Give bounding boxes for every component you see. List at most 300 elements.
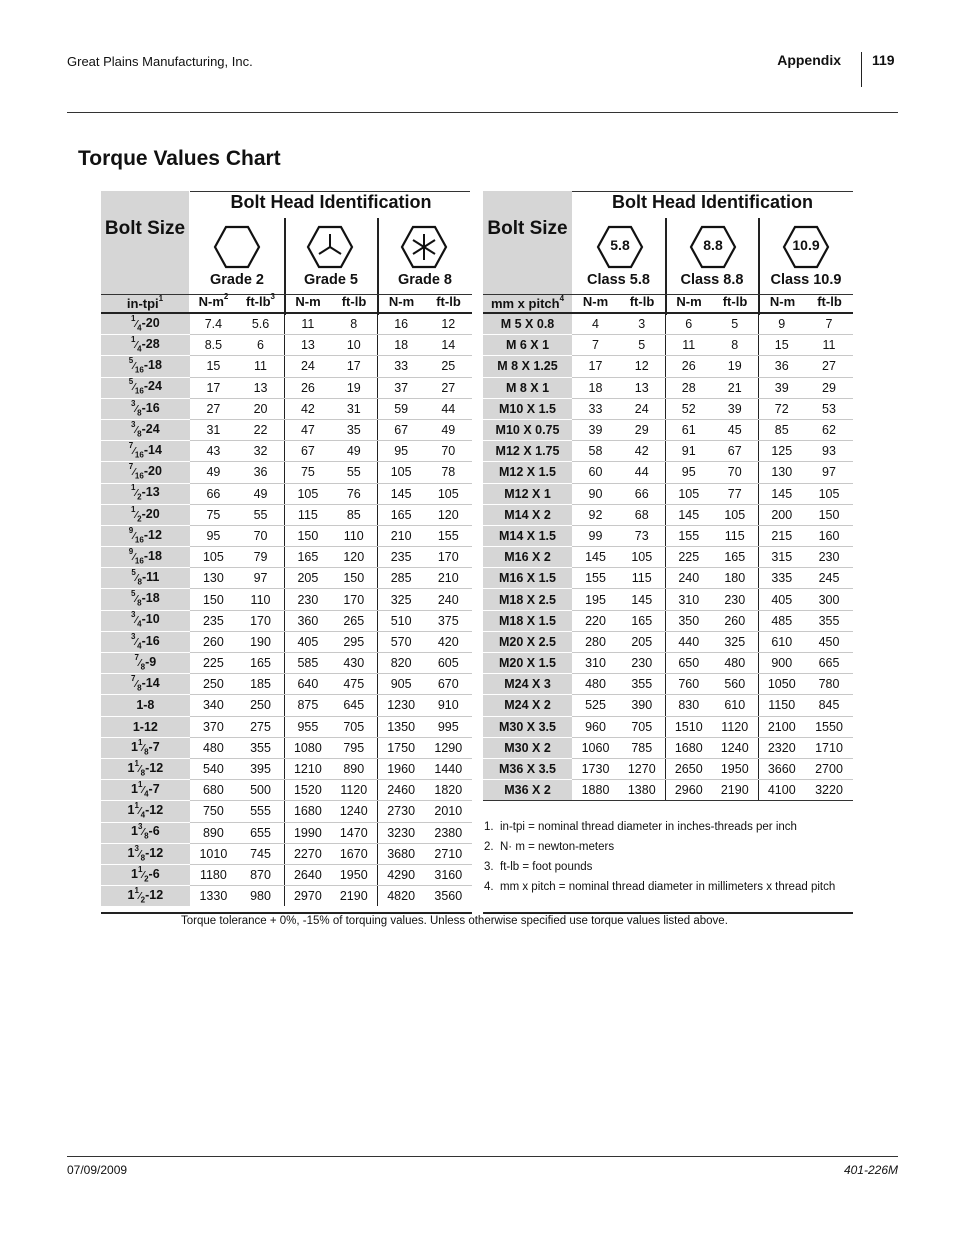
torque-value-cell: 525	[572, 695, 619, 716]
torque-value-cell: 33	[377, 356, 424, 377]
col-header-c58-ftlb: ft-lb	[629, 294, 655, 309]
torque-value-cell: 360	[284, 610, 330, 631]
table-row	[101, 737, 472, 758]
bolt-frac-num: 7	[128, 440, 134, 450]
table-row	[483, 483, 853, 504]
torque-value-cell: 4	[572, 314, 619, 335]
torque-value-cell: 105	[377, 462, 424, 483]
torque-value-cell: 1710	[805, 737, 853, 758]
torque-value-cell: 570	[377, 631, 424, 652]
bolt-size-cell: $^9⁄_{16}-12$	[101, 525, 190, 546]
torque-value-cell: 225	[665, 547, 712, 568]
bolt-size-cell: M20 X 2.5	[483, 631, 572, 652]
bolt-frac-den: 8	[140, 768, 146, 778]
torque-tolerance-note: Torque tolerance + 0%, -15% of torquing values. Unless otherwise specified use torque values listed above.	[181, 915, 728, 927]
torque-value-cell: 785	[619, 737, 665, 758]
torque-value-cell: 230	[284, 589, 330, 610]
torque-value-cell: 1950	[331, 864, 377, 885]
torque-value-cell: 1520	[284, 780, 330, 801]
torque-value-cell: 1470	[331, 822, 377, 843]
bolt-size-cell: M18 X 1.5	[483, 610, 572, 631]
torque-value-cell: 15	[190, 356, 237, 377]
torque-value-cell: 180	[712, 568, 758, 589]
bolt-thread: -20	[141, 506, 160, 521]
col-header-grade8-nm: N-m	[388, 294, 415, 309]
bolt-size-cell: $^9⁄_{16}-18$	[101, 547, 190, 568]
torque-value-cell: 390	[619, 695, 665, 716]
class-10-9-label: Class 10.9	[770, 272, 842, 288]
bolt-frac-den: 16	[134, 365, 144, 375]
torque-value-cell: 3160	[425, 864, 472, 885]
torque-value-cell: 1440	[425, 758, 472, 779]
table-row	[101, 335, 472, 356]
torque-value-cell: 14	[425, 335, 472, 356]
torque-value-cell: 480	[190, 737, 237, 758]
bolt-frac-num: 9	[128, 525, 134, 535]
torque-value-cell: 185	[237, 674, 284, 695]
torque-value-cell: 845	[805, 695, 853, 716]
torque-value-cell: 37	[377, 377, 424, 398]
torque-value-cell: 10	[331, 335, 377, 356]
footer-doc-number: 401-226M	[843, 1163, 898, 1177]
torque-value-cell: 22	[237, 419, 284, 440]
col-header-c58-nm: N-m	[582, 294, 609, 309]
bolt-size-cell: M12 X 1	[483, 483, 572, 504]
table-row	[101, 462, 472, 483]
torque-value-cell: 2970	[284, 886, 330, 907]
bolt-frac-num: 3	[131, 398, 136, 408]
bolt-thread: -12	[145, 760, 164, 775]
torque-value-cell: 8	[712, 335, 758, 356]
torque-value-cell: 195	[572, 589, 619, 610]
bolt-frac-num: 1	[137, 864, 143, 874]
torque-value-cell: 7.4	[190, 314, 237, 335]
torque-value-cell: 105	[425, 483, 472, 504]
bolt-thread: -18	[143, 548, 162, 563]
torque-value-cell: 370	[190, 716, 237, 737]
grade-5-hex-icon	[306, 224, 354, 270]
bolt-size-cell: $^7⁄_{16}-20$	[101, 462, 190, 483]
torque-value-cell: 640	[284, 674, 330, 695]
bolt-frac-den: 16	[134, 535, 144, 545]
footnote: 2. N· m = newton-meters	[484, 841, 615, 853]
torque-value-cell: 49	[237, 483, 284, 504]
bolt-size-cell: $^7⁄_8-14$	[101, 674, 190, 695]
bolt-thread: -16	[141, 400, 160, 415]
torque-value-cell: 4100	[758, 780, 805, 801]
bolt-frac-den: 2	[137, 514, 142, 524]
torque-value-cell: 355	[805, 610, 853, 631]
bolt-frac-num: 1	[134, 885, 139, 895]
torque-value-cell: 13	[619, 377, 665, 398]
table-row	[101, 483, 472, 504]
torque-value-cell: 610	[758, 631, 805, 652]
torque-value-cell: 20	[237, 398, 284, 419]
bolt-size-cell: $^1⁄_4-28$	[101, 335, 190, 356]
torque-value-cell: 900	[758, 653, 805, 674]
left-bolt-size-cell	[101, 191, 189, 294]
bolt-frac-den: 8	[140, 853, 146, 863]
torque-value-cell: 610	[712, 695, 758, 716]
torque-value-cell: 8	[331, 314, 377, 335]
torque-value-cell: 795	[331, 737, 377, 758]
table-row	[483, 504, 853, 525]
torque-value-cell: 340	[190, 695, 237, 716]
col-header-grade2-nm: $N-m^2$	[198, 292, 229, 309]
torque-value-cell: 300	[805, 589, 853, 610]
torque-value-cell: 17	[190, 377, 237, 398]
torque-value-cell: 105	[284, 483, 330, 504]
torque-value-cell: 36	[237, 462, 284, 483]
torque-value-cell: 49	[331, 441, 377, 462]
torque-value-cell: 76	[331, 483, 377, 504]
torque-value-cell: 6	[665, 314, 712, 335]
torque-value-cell: 17	[331, 356, 377, 377]
torque-value-cell: 2960	[665, 780, 712, 801]
torque-value-cell: 93	[805, 441, 853, 462]
footnote: 1. in-tpi = nominal thread diameter in inches-threads per inch	[484, 821, 797, 833]
torque-value-cell: 2190	[720, 783, 749, 798]
bolt-whole: 1	[131, 781, 138, 796]
torque-value-cell: 3220	[815, 783, 843, 798]
torque-value-cell: 8.5	[190, 335, 237, 356]
torque-value-cell: 130	[190, 568, 237, 589]
torque-value-cell: 3680	[377, 843, 424, 864]
grade-8-label: Grade 8	[398, 272, 452, 288]
bolt-whole: 1-8	[136, 698, 155, 713]
torque-value-cell: 165	[619, 610, 665, 631]
torque-value-cell: 705	[619, 716, 665, 737]
bolt-size-cell: $^7⁄_8-9$	[101, 653, 190, 674]
torque-value-cell: 145	[665, 504, 712, 525]
bolt-frac-num: 5	[128, 356, 134, 366]
table-row	[483, 441, 853, 462]
torque-value-cell: 150	[190, 589, 237, 610]
bolt-frac-den: 8	[144, 747, 149, 757]
torque-value-cell: 440	[665, 631, 712, 652]
footnote: 3. ft-lb = foot pounds	[484, 861, 593, 873]
torque-value-cell: 60	[572, 462, 619, 483]
class-10-9-mark: 10.9	[792, 237, 820, 253]
torque-value-cell: 500	[237, 780, 284, 801]
bolt-thread: -24	[141, 421, 160, 436]
table-row	[101, 504, 472, 525]
bolt-frac-den: 2	[140, 895, 146, 905]
bolt-frac-num: 1	[134, 758, 139, 768]
torque-value-cell: 99	[572, 525, 619, 546]
torque-value-cell: 2460	[377, 780, 424, 801]
bolt-whole: 1	[131, 866, 138, 881]
bolt-frac-den: 2	[144, 874, 149, 884]
torque-value-cell: 165	[712, 547, 758, 568]
torque-value-cell: 3560	[434, 889, 463, 904]
table-row	[483, 568, 853, 589]
bolt-thread: -6	[148, 824, 160, 839]
torque-value-cell: 250	[237, 695, 284, 716]
col-header-grade8-ftlb: ft-lb	[436, 294, 461, 309]
torque-value-cell: 85	[331, 504, 377, 525]
table-row	[483, 462, 853, 483]
table-row	[483, 674, 853, 695]
footnote: 4. mm x pitch = nominal thread diameter in millimeters x thread pitch	[484, 881, 836, 893]
torque-value-cell: 980	[250, 889, 271, 904]
table-row	[101, 886, 472, 907]
torque-value-cell: 68	[619, 504, 665, 525]
torque-value-cell: 61	[665, 419, 712, 440]
torque-value-cell: 315	[758, 547, 805, 568]
bolt-frac-num: 3	[131, 419, 136, 429]
torque-value-cell: 680	[190, 780, 237, 801]
bolt-frac-num: 5	[128, 377, 134, 387]
class-8-8-mark: 8.8	[703, 237, 723, 253]
torque-value-cell: 510	[377, 610, 424, 631]
header-rule	[67, 112, 898, 113]
torque-value-cell: 1550	[805, 716, 853, 737]
torque-value-cell: 125	[758, 441, 805, 462]
footer-rule	[67, 1156, 898, 1157]
bolt-size-cell: M10 X 0.75	[483, 419, 572, 440]
torque-value-cell: 105	[619, 547, 665, 568]
torque-value-cell: 110	[237, 589, 284, 610]
table-row	[101, 525, 472, 546]
torque-value-cell: 1120	[712, 716, 758, 737]
bolt-frac-den: 2	[137, 492, 142, 502]
col-header-grade5-nm: N-m	[295, 294, 321, 309]
torque-value-cell: 420	[425, 631, 472, 652]
bolt-frac-num: 1	[131, 313, 136, 323]
bolt-size-cell: $1^3⁄_8-12$	[101, 843, 190, 864]
bolt-frac-den: 8	[137, 598, 142, 608]
torque-value-cell: 15	[758, 335, 805, 356]
torque-value-cell: 13	[237, 377, 284, 398]
torque-value-cell: 240	[425, 589, 472, 610]
torque-value-cell: 75	[284, 462, 330, 483]
bolt-size-cell: $1^1⁄_4-7$	[101, 780, 190, 801]
left-table-bottom-rule	[101, 912, 472, 914]
bolt-thread: -18	[141, 591, 160, 606]
bolt-size-cell: M14 X 2	[483, 504, 572, 525]
torque-value-cell: 1060	[572, 737, 619, 758]
torque-value-cell: 1670	[331, 843, 377, 864]
torque-value-cell: 260	[190, 631, 237, 652]
torque-value-cell: 78	[425, 462, 472, 483]
col-header-c109-nm: N-m	[769, 294, 796, 309]
torque-value-cell: 1950	[712, 758, 758, 779]
torque-value-cell: 295	[331, 631, 377, 652]
torque-value-cell: 1230	[377, 695, 424, 716]
company-name: Great Plains Manufacturing, Inc.	[67, 54, 253, 69]
bolt-frac-num: 5	[131, 589, 136, 599]
torque-value-cell: 1150	[758, 695, 805, 716]
torque-value-cell: 280	[572, 631, 619, 652]
bolt-thread: -7	[148, 781, 160, 796]
grade-2-hex-icon	[213, 224, 261, 270]
torque-value-cell: 705	[331, 716, 377, 737]
torque-value-cell: 7	[572, 335, 619, 356]
bolt-frac-num: 3	[134, 843, 139, 853]
torque-value-cell: 11	[284, 314, 330, 335]
bolt-thread: -6	[148, 866, 160, 881]
bolt-thread: -12	[145, 845, 164, 860]
torque-value-cell: 145	[619, 589, 665, 610]
table-row	[101, 780, 472, 801]
torque-value-cell: 53	[805, 398, 853, 419]
torque-value-cell: 150	[805, 504, 853, 525]
torque-value-cell: 26	[665, 356, 712, 377]
torque-value-cell: 27	[425, 377, 472, 398]
bolt-frac-den: 8	[137, 577, 142, 587]
torque-value-cell: 205	[284, 568, 330, 589]
torque-value-cell: 1010	[190, 843, 237, 864]
table-row	[101, 653, 472, 674]
bolt-size-cell: $^1⁄_2-20$	[101, 504, 190, 525]
bolt-whole: 1	[127, 803, 135, 818]
torque-value-cell: 170	[425, 547, 472, 568]
torque-value-cell: 890	[331, 758, 377, 779]
bolt-thread: -7	[148, 739, 160, 754]
table-row	[101, 716, 472, 737]
torque-value-cell: 145	[572, 547, 619, 568]
left-bolt-head-id-label: Bolt Head Identification	[230, 192, 432, 212]
bolt-frac-num: 1	[137, 737, 143, 747]
torque-value-cell: 1240	[712, 737, 758, 758]
bolt-size-cell: M16 X 1.5	[483, 568, 572, 589]
bolt-size-cell: M12 X 1.5	[483, 462, 572, 483]
torque-value-cell: 26	[284, 377, 330, 398]
bolt-size-cell: M24 X 2	[483, 695, 572, 716]
torque-value-cell: 43	[190, 441, 237, 462]
right-bottom-rule	[483, 912, 853, 914]
torque-value-cell: 31	[190, 419, 237, 440]
col-header-c88-nm: N-m	[676, 294, 702, 309]
bolt-frac-den: 4	[137, 619, 142, 629]
torque-value-cell: 265	[331, 610, 377, 631]
right-bolt-size-cell	[483, 191, 572, 294]
bolt-size-cell: M30 X 3.5	[483, 716, 572, 737]
table-row	[483, 335, 853, 356]
bolt-size-cell: $^1⁄_4-20$	[101, 314, 190, 335]
torque-value-cell: 650	[665, 653, 712, 674]
torque-value-cell: 24	[284, 356, 330, 377]
torque-value-cell: 4820	[377, 886, 424, 907]
torque-value-cell: 85	[758, 419, 805, 440]
torque-value-cell: 165	[284, 547, 330, 568]
torque-value-cell: 165	[237, 653, 284, 674]
col-header-c88-ftlb: ft-lb	[722, 294, 748, 309]
table-row	[101, 356, 472, 377]
bolt-size-cell: M16 X 2	[483, 547, 572, 568]
torque-value-cell: 375	[425, 610, 472, 631]
torque-value-cell: 72	[758, 398, 805, 419]
table-row	[101, 801, 472, 822]
torque-value-cell: 2010	[425, 801, 472, 822]
torque-value-cell: 90	[572, 483, 619, 504]
torque-value-cell: 2100	[758, 716, 805, 737]
torque-value-cell: 830	[665, 695, 712, 716]
torque-value-cell: 12	[425, 314, 472, 335]
torque-value-cell: 165	[377, 504, 424, 525]
torque-value-cell: 4290	[377, 864, 424, 885]
table-row	[101, 314, 472, 335]
table-row	[483, 377, 853, 398]
table-row	[483, 525, 853, 546]
torque-value-cell: 540	[190, 758, 237, 779]
col-header-in-tpi: in-tpi$^1$	[126, 294, 164, 311]
torque-value-cell: 79	[237, 547, 284, 568]
torque-value-cell: 12	[619, 356, 665, 377]
torque-value-cell: 120	[331, 547, 377, 568]
grade-8-hex-icon	[400, 224, 448, 270]
bolt-size-cell: $^5⁄_8-18$	[101, 589, 190, 610]
torque-value-cell: 1990	[284, 822, 330, 843]
bolt-thread: -16	[141, 633, 160, 648]
torque-value-cell: 33	[572, 398, 619, 419]
header-divider	[861, 52, 862, 87]
torque-value-cell: 2190	[339, 889, 368, 904]
torque-value-cell: 670	[425, 674, 472, 695]
torque-value-cell: 42	[284, 398, 330, 419]
bolt-size-cell: M20 X 1.5	[483, 653, 572, 674]
torque-value-cell: 67	[377, 419, 424, 440]
torque-value-cell: 2380	[425, 822, 472, 843]
torque-value-cell: 1680	[665, 737, 712, 758]
bolt-size-cell: $^7⁄_{16}-14$	[101, 441, 190, 462]
torque-value-cell: 820	[377, 653, 424, 674]
left-bolt-size-label: Bolt Size	[104, 218, 186, 239]
bolt-thread: -11	[141, 570, 160, 585]
torque-value-cell: 5.6	[237, 314, 284, 335]
torque-value-cell: 250	[190, 674, 237, 695]
torque-value-cell: 890	[190, 822, 237, 843]
bolt-frac-den: 16	[134, 471, 144, 481]
torque-value-cell: 230	[712, 589, 758, 610]
torque-value-cell: 55	[331, 462, 377, 483]
bolt-thread: -20	[141, 315, 160, 330]
torque-value-cell: 240	[665, 568, 712, 589]
bolt-thread: -12	[145, 803, 164, 818]
torque-value-cell: 39	[712, 398, 758, 419]
torque-value-cell: 120	[425, 504, 472, 525]
table-row	[483, 716, 853, 737]
torque-value-cell: 325	[377, 589, 424, 610]
torque-value-cell: 1240	[331, 801, 377, 822]
torque-value-cell: 35	[331, 419, 377, 440]
torque-value-cell: 39	[758, 377, 805, 398]
torque-value-cell: 245	[805, 568, 853, 589]
bolt-frac-num: 7	[131, 674, 136, 684]
torque-value-cell: 1380	[627, 783, 656, 798]
torque-value-cell: 160	[805, 525, 853, 546]
torque-value-cell: 2650	[665, 758, 712, 779]
torque-value-cell: 58	[572, 441, 619, 462]
torque-value-cell: 27	[190, 398, 237, 419]
torque-value-cell: 18	[377, 335, 424, 356]
table-row	[101, 377, 472, 398]
bolt-frac-num: 3	[131, 631, 136, 641]
torque-value-cell: 170	[237, 610, 284, 631]
table-row	[483, 589, 853, 610]
bolt-thread: -12	[145, 887, 164, 902]
torque-value-cell: 145	[377, 483, 424, 504]
torque-value-cell: 97	[237, 568, 284, 589]
bolt-size-cell: $^5⁄_8-11$	[101, 568, 190, 589]
torque-value-cell: 1730	[572, 758, 619, 779]
table-row	[101, 419, 472, 440]
torque-value-cell: 45	[712, 419, 758, 440]
torque-value-cell: 7	[805, 314, 853, 335]
bolt-frac-num: 1	[131, 504, 136, 514]
table-row	[483, 419, 853, 440]
